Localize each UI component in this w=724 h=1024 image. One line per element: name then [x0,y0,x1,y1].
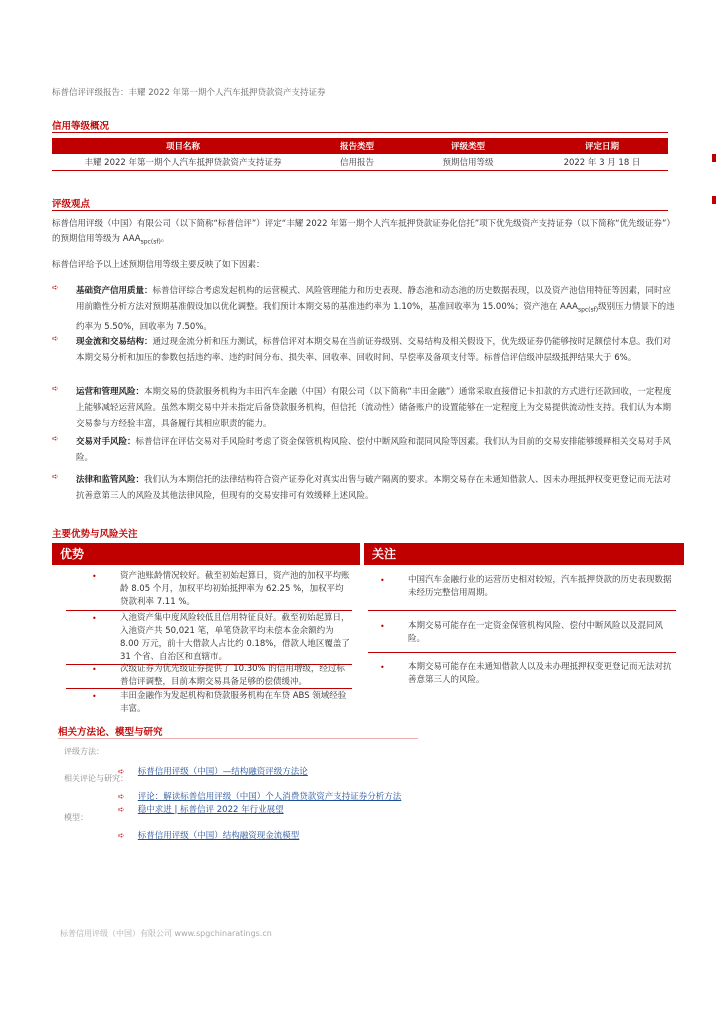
section-title-advantages-risks: 主要优势与风险关注 [52,529,138,540]
concerns-header: 关注 [364,543,684,565]
rating-table [52,138,668,171]
bullet-dot-icon: • [380,576,385,585]
section-rule [52,210,668,211]
section-rule [52,132,668,133]
table-header-cell: 报告类型 [314,138,400,154]
research-link[interactable]: 评论：解读标普信用评级（中国）个人消费贷款资产支持证券分析方法 [137,792,402,802]
table-header-cell: 评级类型 [400,138,536,154]
methodology-link[interactable]: 标普信用评级（中国）—结构融资评级方法论 [137,767,308,777]
factors-lead: 标普信评给予以上述预期信用等级主要反映了如下因素： [52,260,265,270]
model-link[interactable]: 标普信用评级（中国）结构融资现金流模型 [137,831,300,841]
section-title-methodology: 相关方法论、模型与研究 [58,727,163,738]
divider [66,610,352,611]
advantage-item: • 资产池账龄情况较好。截至初始起算日，资产池的加权平均账龄 8.05 个月，加权平均初始抵押率为 62.25 %，加权平均贷款利率 7.11 %。 [92,571,350,607]
advantage-item: • 次级证券为优先级证券提供了 10.30% 的信用增级，经过标普信评调整，目前本期交易具备足够的偿债缓冲。 [92,664,345,687]
table-cell: 2022 年 3 月 18 日 [536,154,668,171]
list-item-text: 运营和管理风险：本期交易的贷款服务机构为丰田汽车金融（中国）有限公司（以下简称“丰田金融”）通常采取直接借记卡扣款的方式进行还款回收，一定程度上能够减轻运营风险。虽然本期交易中并未指定后备贷款服务机构，但信托（流动性）储备账户的设置能够在一定程度上为交易提供流动性支持。我们认为本期交易参与方经验丰富，具备履行其相应职责的能力。 [76,387,672,429]
advantage-item: • 丰田金融作为发起机构和贷款服务机构在车贷 ABS 领域经验丰富。 [92,691,347,714]
table-cell: 预期信用等级 [400,154,536,171]
section-title-rating-overview: 信用等级概况 [52,121,110,132]
concern-item: • 本期交易可能存在未通知借款人以及未办理抵押权变更登记而无法对抗善意第三人的风险。 [380,662,672,685]
bullet-dot-icon: • [92,572,97,581]
model-label: 模型： [64,813,88,822]
running-header: 标普信评评级报告：丰耀 2022 年第一期个人汽车抵押贷款资产支持证券 [52,88,326,98]
edge-mark [712,196,716,204]
list-item [52,384,678,432]
list-item [52,334,678,382]
research-link[interactable]: 稳中求进 | 标普信评 2022 年行业展望 [137,805,284,815]
bullet-dot-icon: • [92,665,97,674]
page-footer: 标普信用评级（中国）有限公司 www.spgchinaratings.cn [60,929,272,938]
list-item-text: 基础资产信用质量：标普信评综合考虑发起机构的运营模式、风险管理能力和历史表现、静态池和动态池的历史数据表现，以及资产池信用特征等因素，同时应用前瞻性分析方法对预期基准假设加以优化调整。我们预计本期交易的基准违约率为 1.10%，基准回收率为 15.00%；资产池在 $AAA_{spc(sf)}$级别压力情景下的违约率为 5.50%，回收率为 7.50%。 [76,286,675,332]
advantage-item: • 入池资产集中度风险较低且信用特征良好。截至初始起算日，入池资产共 50,021 笔，单笔贷款平均未偿本金余额约为 8.00 万元，前十大借款人占比约 0.18%，借款人地区覆盖了 31 个省、自治区和直辖市。 [92,613,350,662]
arrow-icon: ➪ [52,472,59,481]
list-item-text: 现金流和交易结构：通过现金流分析和压力测试，标普信评对本期交易在当前证券级别、交易结构及相关假设下，优先级证券仍能够按时足额偿付本息。我们对本期交易分析和加压的参数包括违约率、违约时间分布、损失率、回收率、回收时间、早偿率及备项支付等。标普信评信级冲层级抵押结果大于 6%。 [76,337,672,363]
list-item-text: 交易对手风险：标普信评在评估交易对手风险时考虑了资金保管机构风险、偿付中断风险和混同风险等因素。我们认为目前的交易安排能够缓释相关交易对手风险。 [76,437,672,463]
table-header-cell: 项目名称 [52,138,314,154]
intro-subscript: spc(sf) [140,238,161,246]
list-item [52,434,678,466]
arrow-icon: ➪ [118,767,125,776]
arrow-icon: ➪ [52,434,59,443]
divider [368,610,676,611]
intro-paragraph [52,217,682,250]
table-cell: 丰耀 2022 年第一期个人汽车抵押贷款资产支持证券 [52,154,314,171]
arrow-icon: ➪ [118,792,125,801]
table-row [52,154,668,171]
arrow-icon: ➪ [52,334,59,343]
table-header-cell: 评定日期 [536,138,668,154]
concern-item: • 中国汽车金融行业的运营历史相对较短，汽车抵押贷款的历史表现数据未经历完整信用周期。 [380,575,672,598]
model-link-row [118,823,299,842]
bullet-dot-icon: • [380,663,385,672]
list-item-text: 法律和监管风险：我们认为本期信托的法律结构符合资产证券化对真实出售与破产隔离的要求。本期交易存在未通知借款人、因未办理抵押权变更登记而无法对抗善意第三人的风险及其他法律风险，但现有的交易安排可有效缓释上述风险。 [76,475,672,501]
intro-text: 标普信用评级（中国）有限公司（以下简称“标普信评”）评定“丰耀 2022 年第一期个人汽车抵押贷款证券化信托”项下优先级资产支持证券（以下简称“优先级证券”）的预期信用等级为 AAA [52,219,675,244]
bullet-dot-icon: • [380,622,385,631]
table-header-row [52,138,668,154]
research-link-row [118,797,284,816]
edge-mark [712,154,716,162]
intro-tail: 。 [160,234,170,244]
bullet-dot-icon: • [92,692,97,701]
advantages-header: 优势 [52,543,360,565]
arrow-icon: ➪ [118,831,125,840]
bullet-dot-icon: • [92,614,97,623]
related-research-label: 相关评论与研究： [64,774,128,783]
methodology-link-row [118,759,308,778]
arrow-icon: ➪ [118,805,125,814]
list-item [52,472,678,504]
divider [368,652,676,653]
section-title-rating-view: 评级观点 [52,199,91,210]
arrow-icon: ➪ [52,384,59,393]
list-item [52,283,678,331]
table-cell: 信用报告 [314,154,400,171]
divider [66,688,352,689]
arrow-icon: ➪ [52,283,59,292]
methodology-label: 评级方法： [64,747,104,756]
concern-item: • 本期交易可能存在一定资金保管机构风险、偿付中断风险以及混同风险。 [380,621,664,644]
section-rule [58,738,418,739]
